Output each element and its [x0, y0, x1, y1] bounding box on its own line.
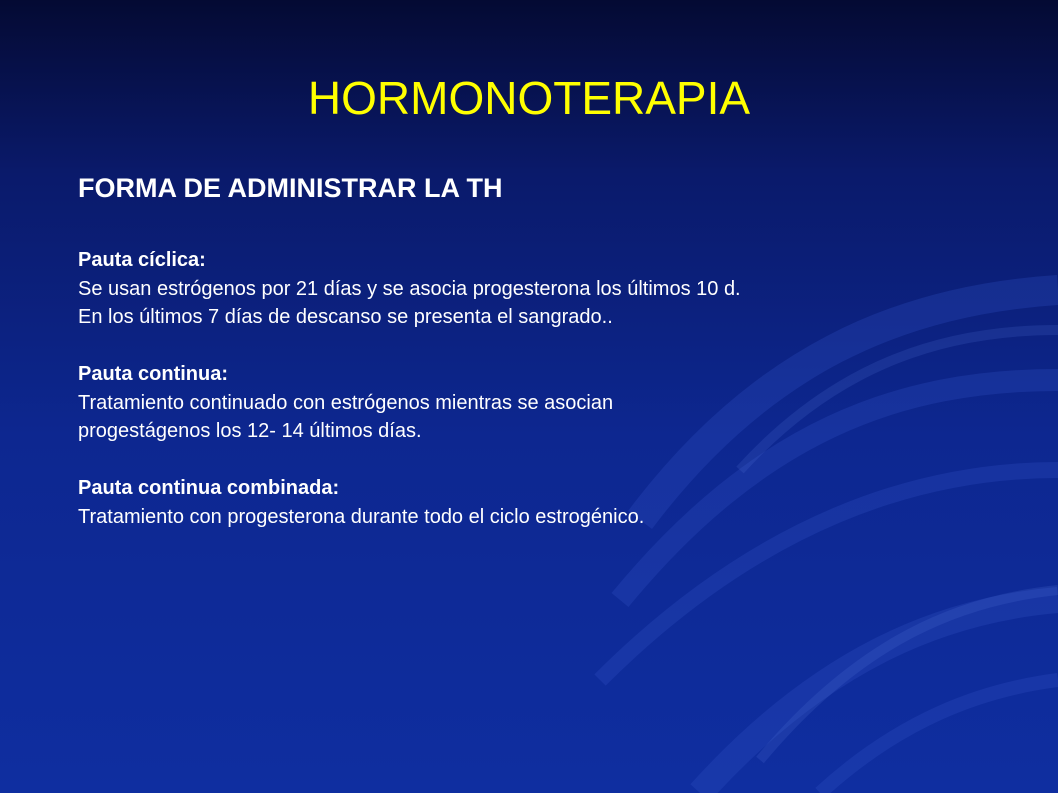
- slide-body: [78, 246, 1038, 560]
- section-heading: Pauta continua:: [78, 363, 229, 385]
- section-line: Tratamiento con progesterona durante todo el ciclo estrogénico.: [78, 505, 645, 528]
- section-line: En los últimos 7 días de descanso se presenta el sangrado..: [78, 306, 613, 328]
- slide-subtitle: FORMA DE ADMINISTRAR LA TH: [78, 173, 503, 203]
- section-line: Se usan estrógenos por 21 días y se asocia progesterona los últimos 10 d.: [78, 277, 741, 300]
- section-heading: Pauta continua combinada:: [78, 477, 340, 499]
- section-line: progestágenos los 12- 14 últimos días.: [78, 420, 422, 442]
- section-line: Tratamiento continuado con estrógenos mientras se asocian: [78, 391, 614, 414]
- section-pauta-ciclica: [78, 246, 1038, 332]
- section-pauta-continua-combinada: [78, 474, 1038, 531]
- slide-title: HORMONOTERAPIA: [307, 72, 751, 124]
- section-pauta-continua: [78, 360, 1038, 446]
- section-heading: Pauta cíclica:: [78, 249, 206, 271]
